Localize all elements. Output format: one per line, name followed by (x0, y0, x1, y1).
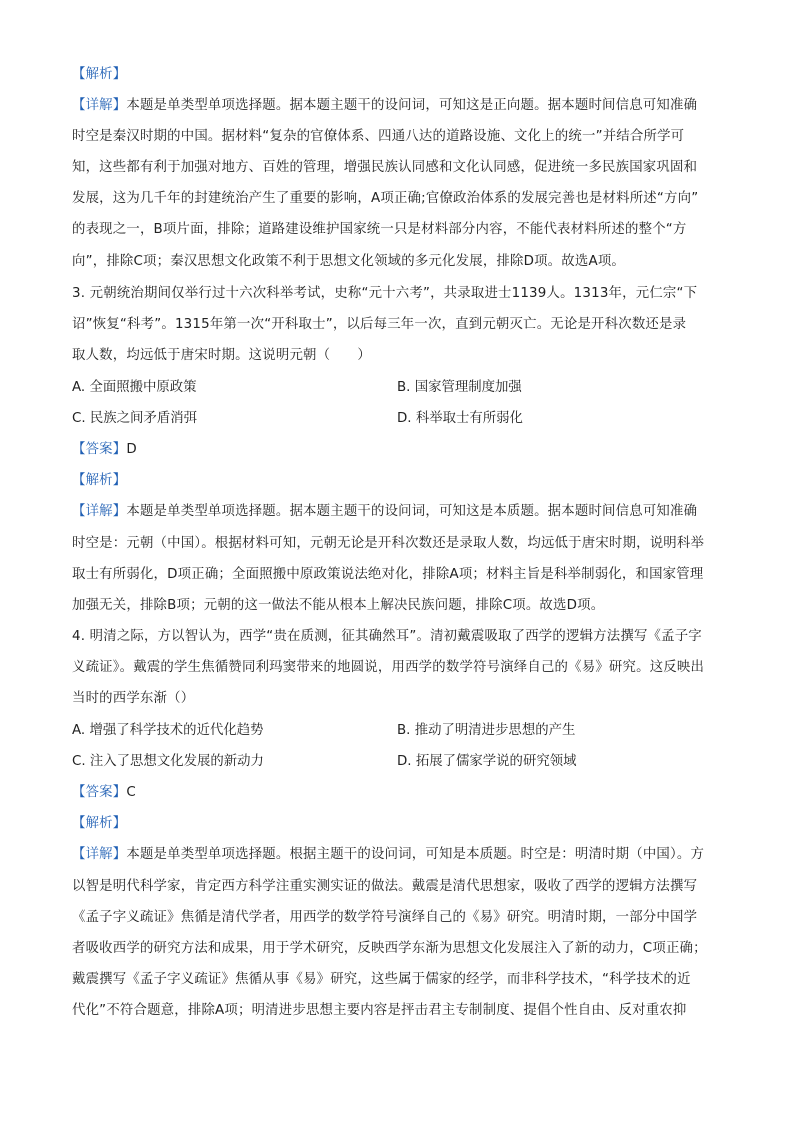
question-4-option-b: B. 推动了明清进步思想的产生 (397, 723, 576, 738)
question-4-stem: 当时的西学东渐（） (72, 691, 195, 706)
detail-line: 《孟子字义疏证》焦循是清代学者，用西学的数学符号演绎自己的《易》研究。明清时期，一部分中国学 (72, 910, 698, 925)
question-3-option-c: C. 民族之间矛盾消弭 (72, 411, 197, 426)
question-3-stem: 诏”恢复“科考”。1315年第一次“开科取士”，以后每三年一次，直到元朝灭亡。无论是开科次数还是录 (72, 317, 687, 332)
question-3-option-b: B. 国家管理制度加强 (397, 380, 522, 395)
detail-line (72, 97, 697, 115)
analysis-tag: 【解析】 (72, 816, 127, 831)
detail-line: 时空是秦汉时期的中国。据材料“复杂的官僚体系、四通八达的道路设施、文化上的统一”并结合所学可 (72, 129, 685, 144)
detail-line: 的表现之一，B项片面，排除；道路建设维护国家统一只是材料部分内容，不能代表材料所述的整个“方 (72, 222, 687, 237)
detail-line: 者吸收西学的研究方法和成果，用于学术研究，反映西学东渐为思想文化发展注入了新的动力，C项正确； (72, 941, 707, 956)
detail-line: 知，这些都有利于加强对地方、百姓的管理，增强民族认同感和文化认同感，促进统一多民族国家巩固和 (72, 160, 698, 175)
detail-line: 时空是：元朝（中国）。根据材料可知，元朝无论是开科次数还是录取人数，均远低于唐宋时期，说明科举 (72, 536, 705, 551)
answer-value: D (126, 442, 137, 457)
detail-tag: 【详解】 (72, 98, 127, 113)
detail-line: 代化”不符合题意，排除A项；明清进步思想主要内容是抨击君主专制制度、提倡个性自由、反对重农抑 (72, 1003, 687, 1018)
detail-line (72, 503, 697, 521)
question-4-answer (72, 784, 136, 802)
question-4-stem: 4. 明清之际，方以智认为，西学“贵在质测，征其确然耳”。清初戴震吸取了西学的逻辑方法撰写《孟子字 (72, 629, 702, 644)
detail-tag: 【详解】 (72, 504, 127, 519)
question-3-option-d: D. 科举取士有所弱化 (397, 411, 523, 426)
answer-value: C (126, 785, 136, 800)
detail-line: 戴震撰写《孟子字义疏证》焦循从事《易》研究，这些属于儒家的经学，而非科学技术，“科学技术的近 (72, 972, 691, 987)
analysis-tag: 【解析】 (72, 67, 127, 82)
detail-text: 本题是单类型单项选择题。根据主题干的设问词，可知是本质题。时空是：明清时期（中国）。方 (126, 847, 705, 862)
analysis-tag: 【解析】 (72, 473, 127, 488)
question-4-option-a: A. 增强了科学技术的近代化趋势 (72, 723, 264, 738)
question-3-stem: 3. 元朝统治期间仅举行过十六次科举考试，史称“元十六考”，共录取进士1139人。1313年，元仁宗“下 (72, 286, 698, 301)
answer-tag: 【答案】 (72, 442, 127, 457)
question-4-option-c: C. 注入了思想文化发展的新动力 (72, 754, 264, 769)
answer-tag: 【答案】 (72, 785, 127, 800)
question-4-stem: 义疏证》。戴震的学生焦循赞同利玛窦带来的地圆说，用西学的数学符号演绎自己的《易》研究。这反映出 (72, 660, 705, 675)
detail-text: 本题是单类型单项选择题。据本题主题干的设问词，可知这是本质题。据本题时间信息可知准确 (126, 504, 698, 519)
detail-line: 向”，排除C项；秦汉思想文化政策不利于思想文化领域的多元化发展，排除D项。故选A项。 (72, 254, 625, 269)
detail-tag: 【详解】 (72, 847, 127, 862)
question-3-answer (72, 441, 137, 459)
detail-text: 本题是单类型单项选择题。据本题主题干的设问词，可知这是正向题。据本题时间信息可知准确 (126, 98, 698, 113)
detail-line: 以智是明代科学家，肯定西方科学注重实测实证的做法。戴震是清代思想家，吸收了西学的逻辑方法撰写 (72, 879, 698, 894)
detail-line: 发展，这为几千年的封建统治产生了重要的影响，A项正确;官僚政治体系的发展完善也是材料所述“方向” (72, 191, 699, 206)
detail-line: 取士有所弱化，D项正确；全面照搬中原政策说法绝对化，排除A项；材料主旨是科举制弱化，和国家管理 (72, 567, 704, 582)
detail-line: 加强无关，排除B项；元朝的这一做法不能从根本上解决民族问题，排除C项。故选D项。 (72, 598, 605, 613)
question-3-stem: 取人数，均远低于唐宋时期。这说明元朝（ ） (72, 348, 371, 363)
detail-line (72, 846, 704, 864)
question-4-option-d: D. 拓展了儒家学说的研究领域 (397, 754, 577, 769)
question-3-option-a: A. 全面照搬中原政策 (72, 380, 197, 395)
